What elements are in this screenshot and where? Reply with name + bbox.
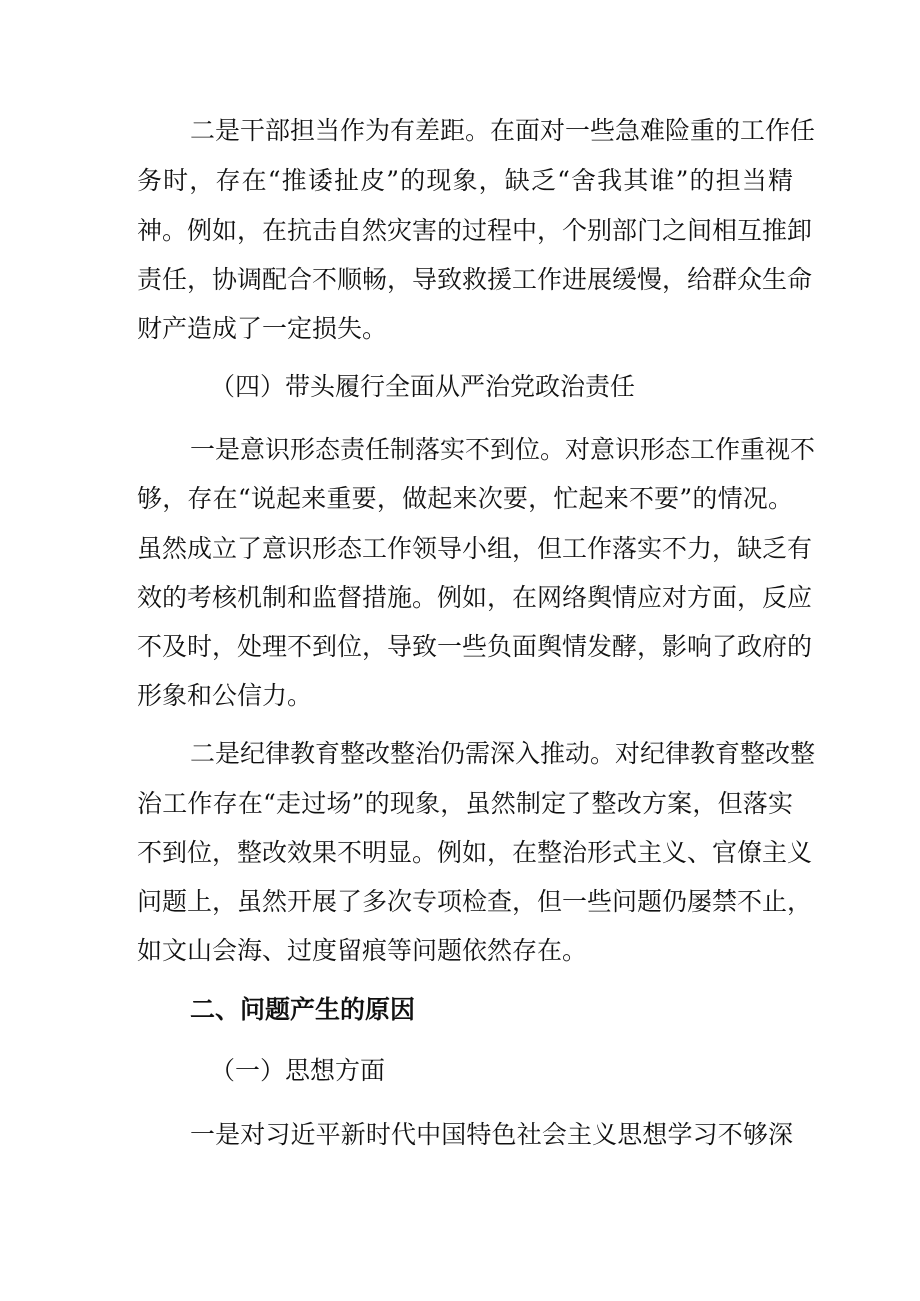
paragraph-line: 不到位，整改效果不明显。例如，在整治形式主义、官僚主义: [137, 838, 813, 867]
section-subheading: （四）带头履行全面从严治党政治责任: [210, 372, 636, 401]
section-subheading: （一）思想方面: [210, 1056, 386, 1085]
paragraph-line: 虽然成立了意识形态工作领导小组，但工作落实不力，缺乏有: [137, 534, 813, 563]
paragraph-line: 不及时，处理不到位，导致一些负面舆情发酵，影响了政府的: [137, 632, 813, 661]
paragraph-line: 一是意识形态责任制落实不到位。对意识形态工作重视不: [190, 435, 816, 464]
paragraph-line: 治工作存在“走过场”的现象，虽然制定了整改方案，但落实: [137, 789, 793, 818]
paragraph-line: 神。例如，在抗击自然灾害的过程中，个别部门之间相互推卸: [137, 216, 813, 245]
paragraph-line: 问题上，虽然开展了多次专项检查，但一些问题仍屡禁不止，: [137, 887, 813, 916]
paragraph-line: 责任，协调配合不顺畅，导致救援工作进展缓慢，给群众生命: [137, 265, 813, 294]
paragraph-line: 务时，存在“推诿扯皮”的现象，缺乏“舍我其谁”的担当精: [137, 166, 793, 195]
paragraph-line: 够，存在“说起来重要，做起来次要，忙起来不要”的情况。: [137, 484, 793, 513]
paragraph-line: 效的考核机制和监督措施。例如，在网络舆情应对方面，反应: [137, 583, 813, 612]
paragraph-line: 如文山会海、过度留痕等问题依然存在。: [137, 936, 588, 965]
section-heading: 二、问题产生的原因: [190, 995, 416, 1024]
paragraph-line: 一是对习近平新时代中国特色社会主义思想学习不够深: [190, 1120, 793, 1149]
paragraph-line: 二是干部担当作为有差距。在面对一些急难险重的工作任: [190, 116, 816, 145]
paragraph-line: 财产造成了一定损失。: [137, 314, 388, 343]
paragraph-line: 形象和公信力。: [137, 681, 313, 710]
paragraph-line: 二是纪律教育整改整治仍需深入推动。对纪律教育整改整: [190, 739, 816, 768]
